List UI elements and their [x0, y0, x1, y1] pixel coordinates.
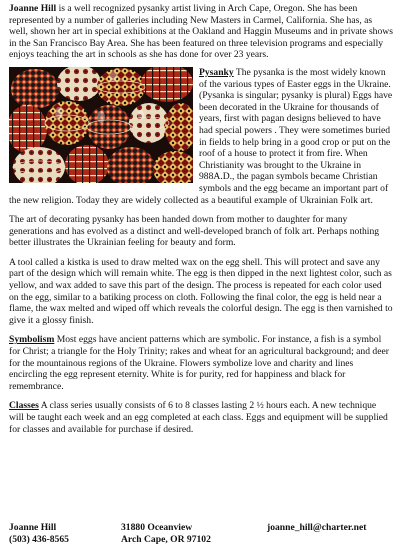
pysanky-text: The pysanka is the most widely known of the various types of Easter eggs in the Ukraine. (Pysanka is singular; pysanky is plural) Eggs have been decorated in the Ukraine for thousands of years, first with pagan designs believed to have had special powers . They were sometimes buried in fields to help bring in a good crop or put on the roof of a house to protect it from fire. When Christianity was brought to the Ukraine in 988A.D., the pagan symbols became Christian symbols and the egg became an important part of the new religion. Today they are widely collected as a beautiful example of Ukrainian Folk art. — [9, 66, 393, 206]
kistka-paragraph: A tool called a kistka is used to draw melted wax on the egg shell. This will protect and save any part of the design which will remain white. The egg is then dipped in the next lightest color, such as yellow, and wax added to save this part of the design. The process is repeated for each color used on the egg, similar to a batiking process on cloth. Following the final color, the egg is held near a flame, the wax melted and wiped off which reveals the colorful design. The egg is then varnished to give it a glossy finish. — [9, 256, 393, 326]
contact-email: joanne_hill@charter.net — [267, 522, 367, 533]
contact-city: Arch Cape, OR 97102 — [121, 534, 211, 545]
symbolism-text: Most eggs have ancient patterns which are symbolic. For instance, a fish is a symbol for Christ; a triangle for the Holy Trinity; rakes and wheat for an agricultural background; and deer for the mountainous regions of the Ukraine. Flowers symbolize love and charity and lines encircling the egg represent eternity. White is for purity, red for happiness and black for remembrance. — [9, 334, 389, 392]
classes-text: A class series usually consists of 6 to 8 classes lasting 2 ½ hours each. A new technique will be taught each week and an egg completed at each class. Eggs and equipment will be supplied for classes and available for purchase if desired. — [9, 400, 388, 435]
contact-name-column — [9, 522, 69, 546]
contact-email-column — [267, 522, 366, 534]
classes-heading: Classes — [9, 400, 39, 412]
contact-address-column — [121, 522, 211, 546]
symbolism-paragraph — [9, 334, 393, 392]
artist-name: Joanne Hill — [9, 3, 57, 14]
symbolism-heading: Symbolism — [9, 334, 55, 346]
contact-name: Joanne Hill — [9, 522, 57, 533]
pysanky-section — [9, 67, 393, 206]
handed-down-paragraph: The art of decorating pysanky has been handed down from mother to daughter for many generations and has evolved as a distinct and well-developed branch of folk art. Perhaps nothing better illustrates the Ukrainian feeling for beauty and form. — [9, 214, 380, 249]
classes-paragraph — [9, 400, 393, 435]
pysanky-heading: Pysanky — [199, 66, 234, 78]
intro-text: is a well recognized pysanky artist living in Arch Cape, Oregon. She has been represented by a number of galleries including New Masters in Carmel, California. She has, as well, shown her art in special exhibitions at the Oakland and Haggin Museums and in private shows in the San Francisco Bay Area. She has been featured on three television programs and especially enjoys teaching the art in schools as she has done for over 23 years. — [9, 3, 393, 61]
contact-phone: (503) 436-8565 — [9, 534, 69, 545]
contact-street: 31880 Oceanview — [121, 522, 193, 533]
pysanky-eggs-photo — [9, 67, 193, 183]
intro-paragraph — [9, 3, 393, 61]
